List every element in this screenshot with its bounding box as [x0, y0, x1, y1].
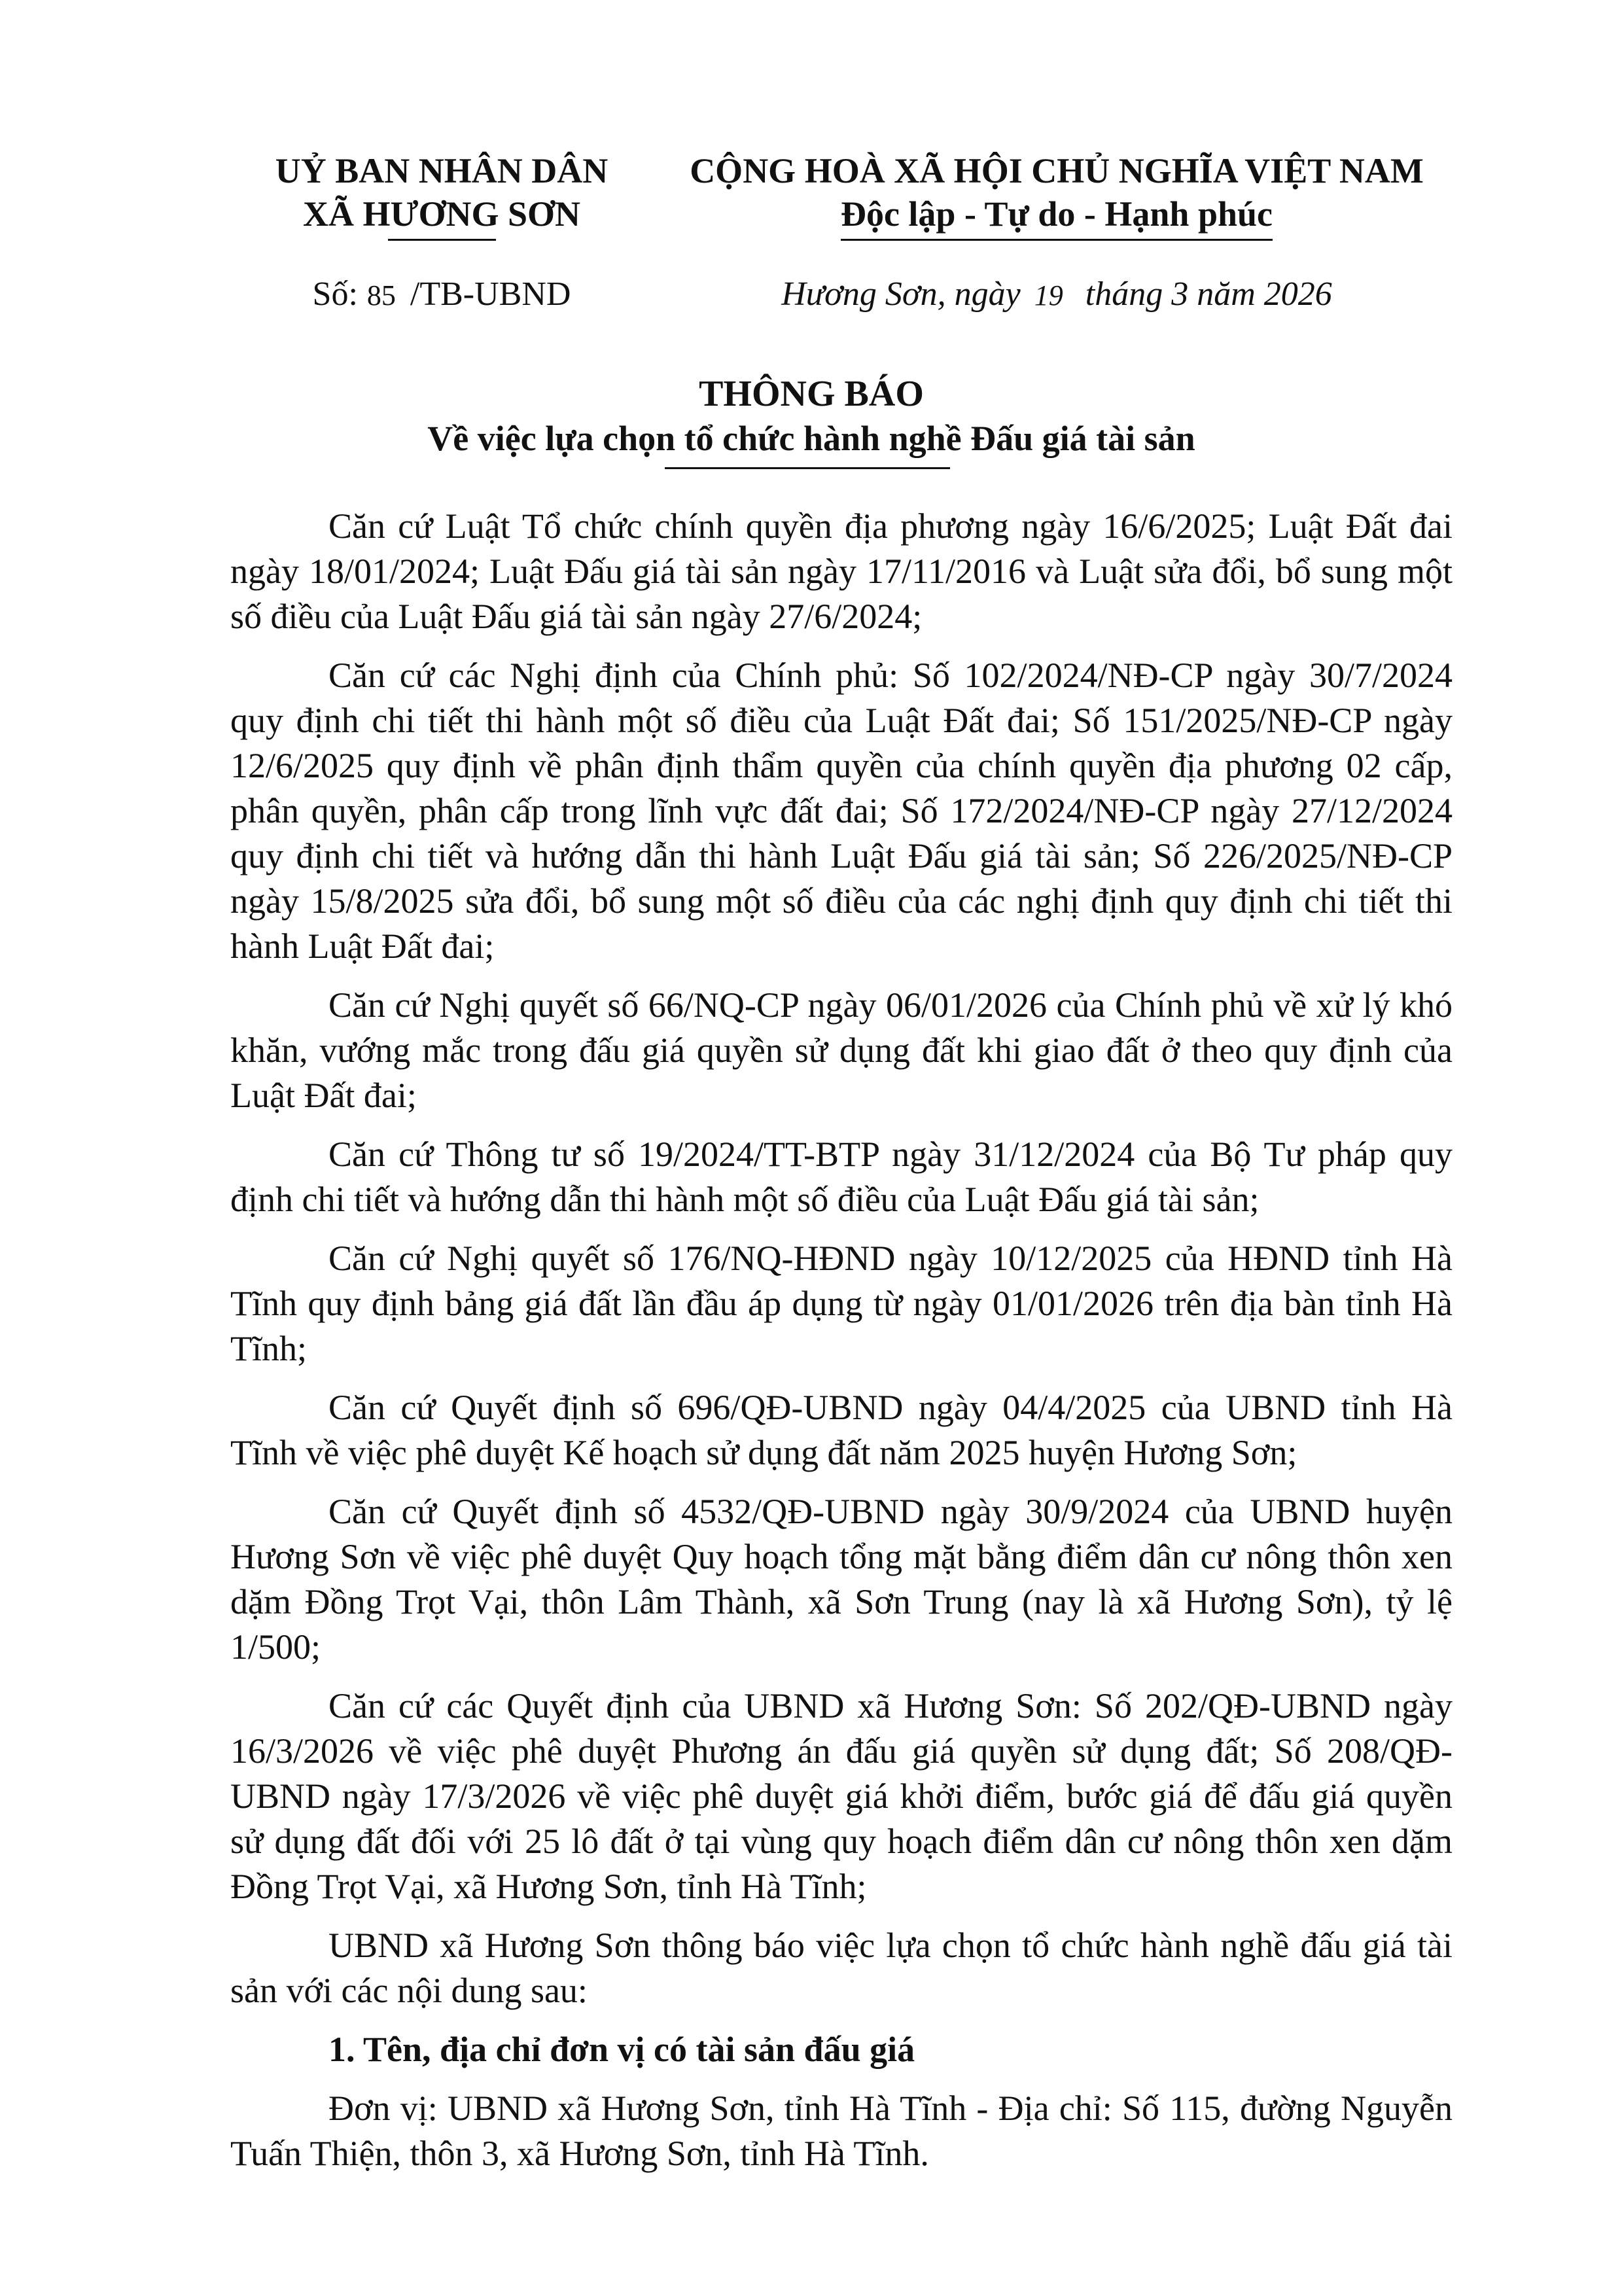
legal-basis-paragraph: Căn cứ Nghị quyết số 66/NQ-CP ngày 06/01/2026 của Chính phủ về xử lý khó khăn, vướng mắc trong đấu giá quyền sử dụng đất khi giao đất ở theo quy định của Luật Đất đai;: [230, 985, 1453, 1115]
legal-basis-paragraph: Căn cứ Nghị quyết số 176/NQ-HĐND ngày 10/12/2025 của HĐND tỉnh Hà Tĩnh quy định bảng giá đất lần đầu áp dụng từ ngày 01/01/2026 trên địa bàn tỉnh Hà Tĩnh;: [230, 1239, 1453, 1368]
number-value: 85: [366, 279, 396, 311]
legal-basis-paragraph: Căn cứ Quyết định số 4532/QĐ-UBND ngày 30/9/2024 của UBND huyện Hương Sơn về việc phê duyệt Quy hoạch tổng mặt bằng điểm dân cư nông thôn xen dặm Đồng Trọt Vại, thôn Lâm Thành, xã Sơn Trung (nay là xã Hương Sơn), tỷ lệ 1/500;: [230, 1492, 1453, 1667]
legal-basis-paragraph: Căn cứ các Nghị định của Chính phủ: Số 102/2024/NĐ-CP ngày 30/7/2024 quy định chi tiết thi hành một số điều của Luật Đất đai; Số 151/2025/NĐ-CP ngày 12/6/2025 quy định về phân định thẩm quyền của chính quyền địa phương 02 cấp, phân quyền, phân cấp trong lĩnh vực đất đai; Số 172/2024/NĐ-CP ngày 27/12/2024 quy định chi tiết và hướng dẫn thi hành Luật Đấu giá tài sản; Số 226/2025/NĐ-CP ngày 15/8/2025 sửa đổi, bổ sung một số điều của các nghị định quy định chi tiết thi hành Luật Đất đai;: [230, 656, 1453, 966]
document-date: [664, 275, 1449, 313]
date-prefix: Hương Sơn, ngày: [781, 275, 1021, 313]
document-body: [230, 504, 1453, 2190]
title-type: THÔNG BÁO: [699, 374, 924, 414]
agency-line-2: XÃ HƯƠNG SƠN: [302, 194, 580, 234]
date-day: 19: [1034, 279, 1063, 311]
country-name: CỘNG HOÀ XÃ HỘI CHỦ NGHĨA VIỆT NAM: [690, 151, 1424, 190]
legal-basis-paragraph: Căn cứ Luật Tổ chức chính quyền địa phương ngày 16/6/2025; Luật Đất đai ngày 18/01/2024; Luật Đấu giá tài sản ngày 17/11/2016 và Luật sửa đổi, bổ sung một số điều của Luật Đấu giá tài sản ngày 27/6/2024;: [230, 506, 1453, 636]
agency-underline: [388, 239, 496, 241]
document-title: [216, 372, 1407, 469]
issuing-agency: [216, 149, 667, 241]
legal-basis-paragraph: Căn cứ Thông tư số 19/2024/TT-BTP ngày 31/12/2024 của Bộ Tư pháp quy định chi tiết và hướng dẫn thi hành một số điều của Luật Đấu giá tài sản;: [230, 1135, 1453, 1219]
motto: Độc lập - Tự do - Hạnh phúc: [841, 192, 1273, 241]
national-motto: [664, 149, 1449, 241]
number-suffix: /TB-UBND: [410, 275, 571, 313]
number-prefix: Số:: [312, 275, 358, 313]
document-number: [216, 275, 667, 313]
announcement-intro: UBND xã Hương Sơn thông báo việc lựa chọn tổ chức hành nghề đấu giá tài sản với các nội dung sau:: [230, 1926, 1453, 2010]
legal-basis-paragraph: Căn cứ Quyết định số 696/QĐ-UBND ngày 04/4/2025 của UBND tỉnh Hà Tĩnh về việc phê duyệt Kế hoạch sử dụng đất năm 2025 huyện Hương Sơn;: [230, 1388, 1453, 1472]
date-rest: tháng 3 năm 2026: [1085, 275, 1332, 313]
agency-line-1: UỶ BAN NHÂN DÂN: [275, 151, 608, 190]
title-underline: [665, 467, 950, 469]
section-1-content: Đơn vị: UBND xã Hương Sơn, tỉnh Hà Tĩnh - Địa chỉ: Số 115, đường Nguyễn Tuấn Thiện, thôn 3, xã Hương Sơn, tỉnh Hà Tĩnh.: [230, 2089, 1453, 2173]
title-subject: Về việc lựa chọn tổ chức hành nghề Đấu giá tài sản: [427, 419, 1195, 458]
legal-basis-paragraph: Căn cứ các Quyết định của UBND xã Hương Sơn: Số 202/QĐ-UBND ngày 16/3/2026 về việc phê duyệt Phương án đấu giá quyền sử dụng đất; Số 208/QĐ-UBND ngày 17/3/2026 về việc phê duyệt giá khởi điểm, bước giá để đấu giá quyền sử dụng đất đối với 25 lô đất ở tại vùng quy hoạch điểm dân cư nông thôn xen dặm Đồng Trọt Vại, xã Hương Sơn, tỉnh Hà Tĩnh;: [230, 1686, 1453, 1906]
section-1-heading: 1. Tên, địa chỉ đơn vị có tài sản đấu giá: [328, 2030, 915, 2069]
